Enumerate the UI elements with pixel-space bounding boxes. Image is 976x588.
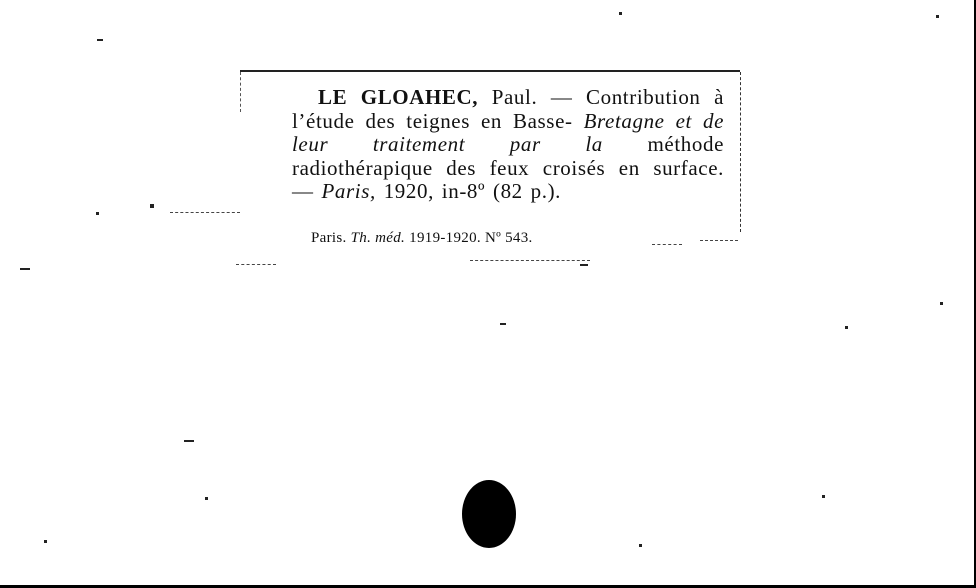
clipping-left-border bbox=[240, 72, 241, 112]
clipping-edge-dash bbox=[170, 212, 240, 213]
clipping-right-border bbox=[740, 72, 741, 232]
bibliographic-entry bbox=[292, 86, 724, 204]
entry-year-format: 1920, in-8º (82 p.). bbox=[383, 179, 562, 203]
clipping-edge-dash bbox=[470, 260, 590, 261]
note-city: Paris. bbox=[311, 230, 347, 246]
paper-speck bbox=[500, 323, 506, 325]
paper-speck bbox=[20, 268, 30, 270]
paper-speck bbox=[936, 15, 939, 18]
clipping-edge-dash bbox=[700, 240, 738, 241]
punch-hole bbox=[462, 480, 516, 548]
thesis-note bbox=[311, 230, 533, 247]
entry-author: LE GLOAHEC, bbox=[318, 85, 479, 109]
paper-speck bbox=[97, 39, 103, 41]
entry-place: Paris, bbox=[321, 179, 376, 203]
paper-speck bbox=[619, 12, 622, 15]
entry-title-part1: — Contribution à l’étude des teignes en Basse- bbox=[292, 85, 724, 133]
note-thesis-abbrev: Th. méd. bbox=[350, 230, 406, 246]
paper-speck bbox=[940, 302, 943, 305]
paper-speck bbox=[580, 264, 588, 266]
entry-title-italic: Bretagne et de leur traitement par la bbox=[292, 108, 724, 156]
paper-speck bbox=[822, 495, 825, 498]
entry-text bbox=[292, 86, 724, 204]
note-details: 1919-1920. Nº 543. bbox=[409, 230, 533, 246]
paper-speck bbox=[184, 440, 194, 442]
entry-title-part2: méthode radiothérapique des feux croisés en surface. — bbox=[292, 132, 724, 203]
clipping-edge-dash bbox=[236, 264, 276, 265]
clipping-top-border bbox=[240, 70, 740, 72]
paper-speck bbox=[205, 497, 208, 500]
paper-speck bbox=[845, 326, 848, 329]
paper-speck bbox=[639, 544, 642, 547]
clipping-edge-dash bbox=[652, 244, 682, 245]
entry-given-name: Paul. bbox=[491, 85, 538, 109]
paper-speck bbox=[44, 540, 47, 543]
paper-speck bbox=[96, 212, 99, 215]
paper-speck bbox=[150, 204, 154, 208]
